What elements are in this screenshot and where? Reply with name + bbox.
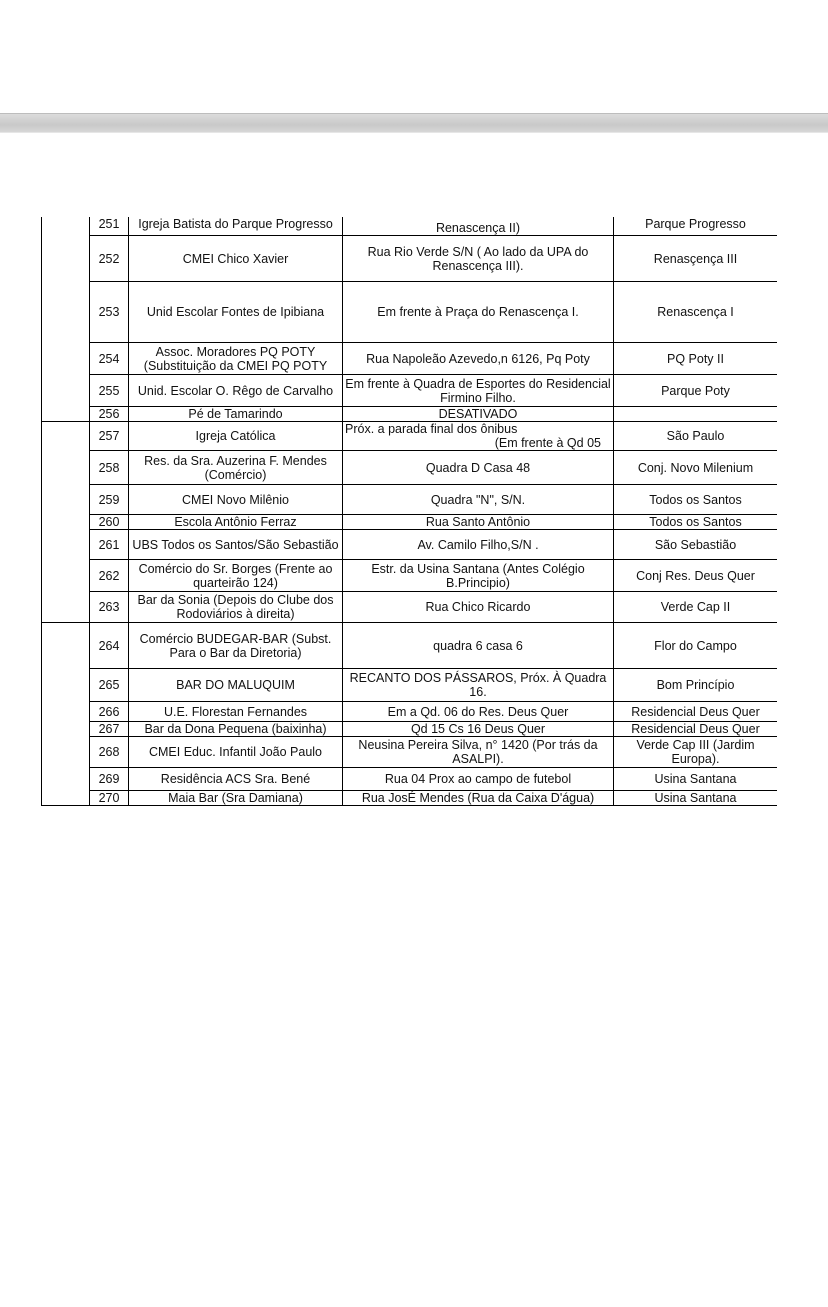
place-district: Verde Cap II [614,592,778,623]
place-district: Parque Progresso [614,217,778,236]
place-address: Neusina Pereira Silva, n° 1420 (Por trás da ASALPI). [343,737,614,768]
place-address: Rua Santo Antônio [343,515,614,530]
row-number: 253 [90,282,129,343]
place-district: Renascença I [614,282,778,343]
address-line-1: Próx. a parada final dos ônibus [345,422,518,436]
place-district: Parque Poty [614,375,778,407]
place-district: Todos os Santos [614,515,778,530]
table-row [42,737,778,768]
place-name: Comércio do Sr. Borges (Frente ao quarteirão 124) [129,560,343,592]
place-name: BAR DO MALUQUIM [129,669,343,702]
table-row [42,791,778,806]
place-address: Rua Chico Ricardo [343,592,614,623]
table-row [42,515,778,530]
row-number: 255 [90,375,129,407]
place-address: Rua 04 Prox ao campo de futebol [343,768,614,791]
place-district: Usina Santana [614,768,778,791]
row-number: 258 [90,451,129,485]
place-district: Usina Santana [614,791,778,806]
row-number: 256 [90,407,129,422]
table-row [42,343,778,375]
row-number: 264 [90,623,129,669]
place-name: CMEI Educ. Infantil João Paulo [129,737,343,768]
place-name: Maia Bar (Sra Damiana) [129,791,343,806]
row-number: 262 [90,560,129,592]
place-name: Unid Escolar Fontes de Ipibiana [129,282,343,343]
place-address: Rua JosÉ Mendes (Rua da Caixa D'água) [343,791,614,806]
row-number: 267 [90,722,129,737]
place-district: Todos os Santos [614,485,778,515]
place-address: Renascença II) [343,217,614,236]
table-row [42,722,778,737]
place-district: Verde Cap III (Jardim Europa). [614,737,778,768]
group-cell [42,623,90,806]
place-name: Escola Antônio Ferraz [129,515,343,530]
table-row [42,407,778,422]
row-number: 263 [90,592,129,623]
place-name: Igreja Batista do Parque Progresso [129,217,343,236]
table-row [42,451,778,485]
table-row [42,422,778,451]
table-row [42,560,778,592]
place-name: Comércio BUDEGAR-BAR (Subst. Para o Bar da Diretoria) [129,623,343,669]
polling-places-table [41,217,777,806]
place-district: Bom Princípio [614,669,778,702]
browser-top-bar [0,113,828,133]
table-row [42,669,778,702]
row-number: 252 [90,236,129,282]
place-name: U.E. Florestan Fernandes [129,702,343,722]
place-name: Igreja Católica [129,422,343,451]
place-district: Renasçença III [614,236,778,282]
table-row [42,768,778,791]
place-address: Em a Qd. 06 do Res. Deus Quer [343,702,614,722]
place-address: Estr. da Usina Santana (Antes Colégio B.Principio) [343,560,614,592]
document-page[interactable] [41,217,777,813]
row-number: 257 [90,422,129,451]
table-row [42,702,778,722]
place-district: PQ Poty II [614,343,778,375]
place-address: Em frente à Quadra de Esportes do Residencial Firmino Filho. [343,375,614,407]
address-line-2: (Em frente à Qd 05 [494,436,601,450]
place-address: Av. Camilo Filho,S/N . [343,530,614,560]
place-name: Bar da Dona Pequena (baixinha) [129,722,343,737]
row-number: 268 [90,737,129,768]
place-name: Pé de Tamarindo [129,407,343,422]
group-cell [42,422,90,623]
table-row [42,217,778,236]
place-name: Assoc. Moradores PQ POTY (Substituição da CMEI PQ POTY [129,343,343,375]
place-address: Rua Rio Verde S/N ( Ao lado da UPA do Renascença III). [343,236,614,282]
table-row [42,236,778,282]
row-number: 254 [90,343,129,375]
place-district: Conj. Novo Milenium [614,451,778,485]
place-name: Unid. Escolar O. Rêgo de Carvalho [129,375,343,407]
table-row [42,375,778,407]
place-name: CMEI Chico Xavier [129,236,343,282]
table-row [42,485,778,515]
place-name: Res. da Sra. Auzerina F. Mendes (Comércio) [129,451,343,485]
place-address: Em frente à Praça do Renascença I. [343,282,614,343]
row-number: 266 [90,702,129,722]
place-name: CMEI Novo Milênio [129,485,343,515]
place-address: quadra 6 casa 6 [343,623,614,669]
place-address: Quadra D Casa 48 [343,451,614,485]
place-district: Conj Res. Deus Quer [614,560,778,592]
place-district [614,407,778,422]
place-district: Flor do Campo [614,623,778,669]
row-number: 270 [90,791,129,806]
table-row [42,530,778,560]
table-row [42,592,778,623]
row-number: 259 [90,485,129,515]
place-name: UBS Todos os Santos/São Sebastião [129,530,343,560]
place-address: RECANTO DOS PÁSSAROS, Próx. À Quadra 16. [343,669,614,702]
place-district: São Sebastião [614,530,778,560]
table-row [42,282,778,343]
group-cell [42,217,90,422]
place-district: Residencial Deus Quer [614,702,778,722]
row-number: 261 [90,530,129,560]
place-name: Residência ACS Sra. Bené [129,768,343,791]
place-address: Qd 15 Cs 16 Deus Quer [343,722,614,737]
row-number: 260 [90,515,129,530]
place-address: Rua Napoleão Azevedo,n 6126, Pq Poty [343,343,614,375]
row-number: 265 [90,669,129,702]
row-number: 269 [90,768,129,791]
table-row [42,623,778,669]
row-number: 251 [90,217,129,236]
place-address: DESATIVADO [343,407,614,422]
place-address: Quadra "N", S/N. [343,485,614,515]
place-address [343,422,614,451]
place-name: Bar da Sonia (Depois do Clube dos Rodoviários à direita) [129,592,343,623]
place-district: São Paulo [614,422,778,451]
place-district: Residencial Deus Quer [614,722,778,737]
